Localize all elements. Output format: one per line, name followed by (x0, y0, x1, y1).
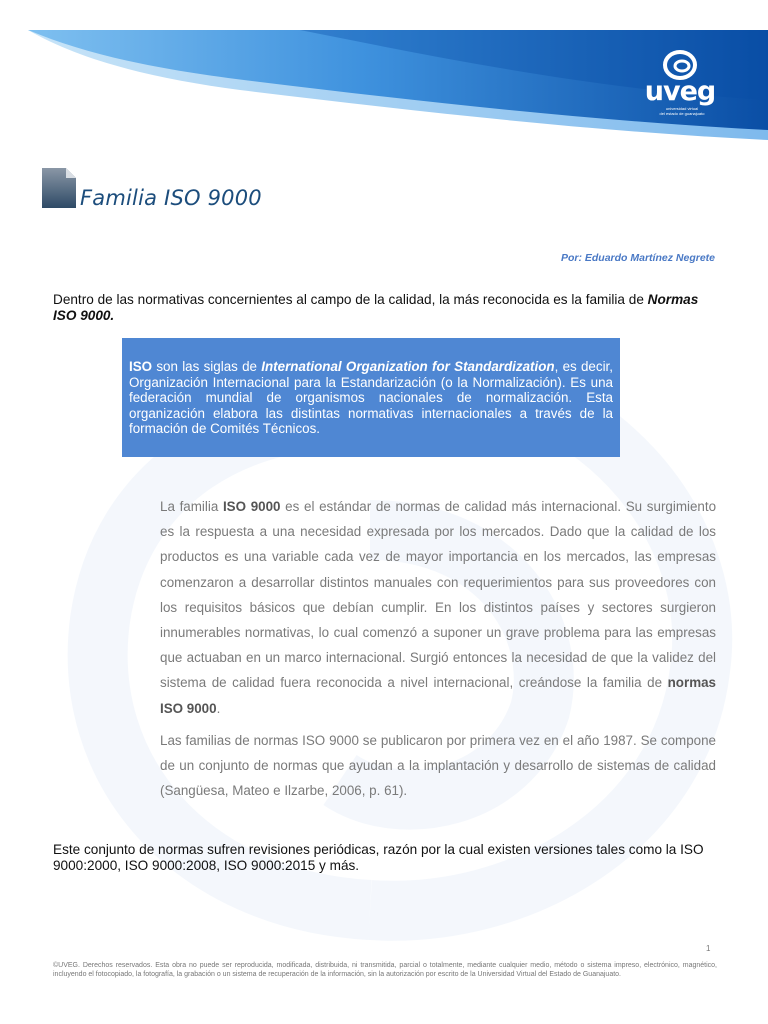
body-paragraph-1 (160, 494, 716, 721)
document-icon (42, 168, 78, 212)
intro-emphasis: Normas ISO 9000. (53, 292, 699, 323)
body-paragraph-2: Las familias de normas ISO 9000 se publicaron por primera vez en el año 1987. Se compone de un conjunto de normas que ayudan a la implantación y desarrollo de sistemas de calidad (Sangüesa, Mateo e Ilzarbe, 2006, p. 61). (160, 732, 716, 799)
copyright-footer: ©UVEG. Derechos reservados. Esta obra no puede ser reproducida, modificada, distribuida, ni transmitida, parcial o totalmente, mediante cualquier medio, método o sistema impreso, electrónico, magnético, incluyendo el fotocopiado, la fotografía, la grabación o un sistema de recuperación de la información, sin la autorización por escrito de la Universidad Virtual del Estado de Guanajuato. (53, 962, 717, 978)
body-p1-bold: ISO 9000 (222, 499, 281, 514)
logo-subtitle-line2: del estado de guanajuato (659, 111, 705, 116)
body-p1-end: . (216, 700, 221, 716)
page-title: Familia ISO 9000 (80, 186, 262, 210)
body-p1-bold-2: normas ISO 9000 (160, 675, 716, 716)
body-p1-text-a: La familia (160, 499, 223, 514)
logo-subtitle-line1: universidad virtual (665, 106, 699, 111)
callout-text-1: son las siglas de (152, 359, 262, 374)
callout-acronym: ISO (129, 359, 153, 374)
logo-subtitle (646, 106, 718, 116)
closing-paragraph: Este conjunto de normas sufren revisiones periódicas, razón por la cual existen versiones tales como la ISO 9000:2000, ISO 9000:2008, ISO 9000:2015 y más. (53, 842, 704, 873)
body-p1-text-b: es el estándar de normas de calidad más internacional. Su surgimiento es la respuesta a una necesidad expresada por los mercados. Dado que la calidad de los productos es una variable cada vez de mayor importancia en los mercados, las empresas comenzaron a desarrollar distintos manuales con requerimientos para sus proveedores con los requisitos básicos que debían cumplir. En los distintos países y sectores surgieron innumerables normativas, lo cual comenzó a suponer un grave problema para las empresas que actuaban en un marco internacional. Surgió entonces la necesidad de que la validez del sistema de calidad fuera reconocida a nivel internacional, creándose la familia de (160, 499, 717, 691)
body-section (160, 494, 716, 810)
callout-text-2: , es decir, Organización Internacional para la Estandarización (o la Normalización). Es una federación mundial de organismos nacionales de normalización. Esta organización elabora las distintas normativas internacionales a través de la formación de Comités Técnicos. (129, 359, 613, 437)
callout-org-name: International Organization for Standardization (261, 359, 555, 374)
iso-definition-callout (122, 338, 620, 457)
intro-text: Dentro de las normativas concernientes al campo de la calidad, la más reconocida es la familia de (53, 292, 648, 307)
author-byline: Por: Eduardo Martínez Negrete (560, 252, 715, 264)
intro-paragraph (53, 292, 715, 324)
logo-text: uveg (644, 76, 716, 107)
page-number: 1 (706, 944, 711, 953)
